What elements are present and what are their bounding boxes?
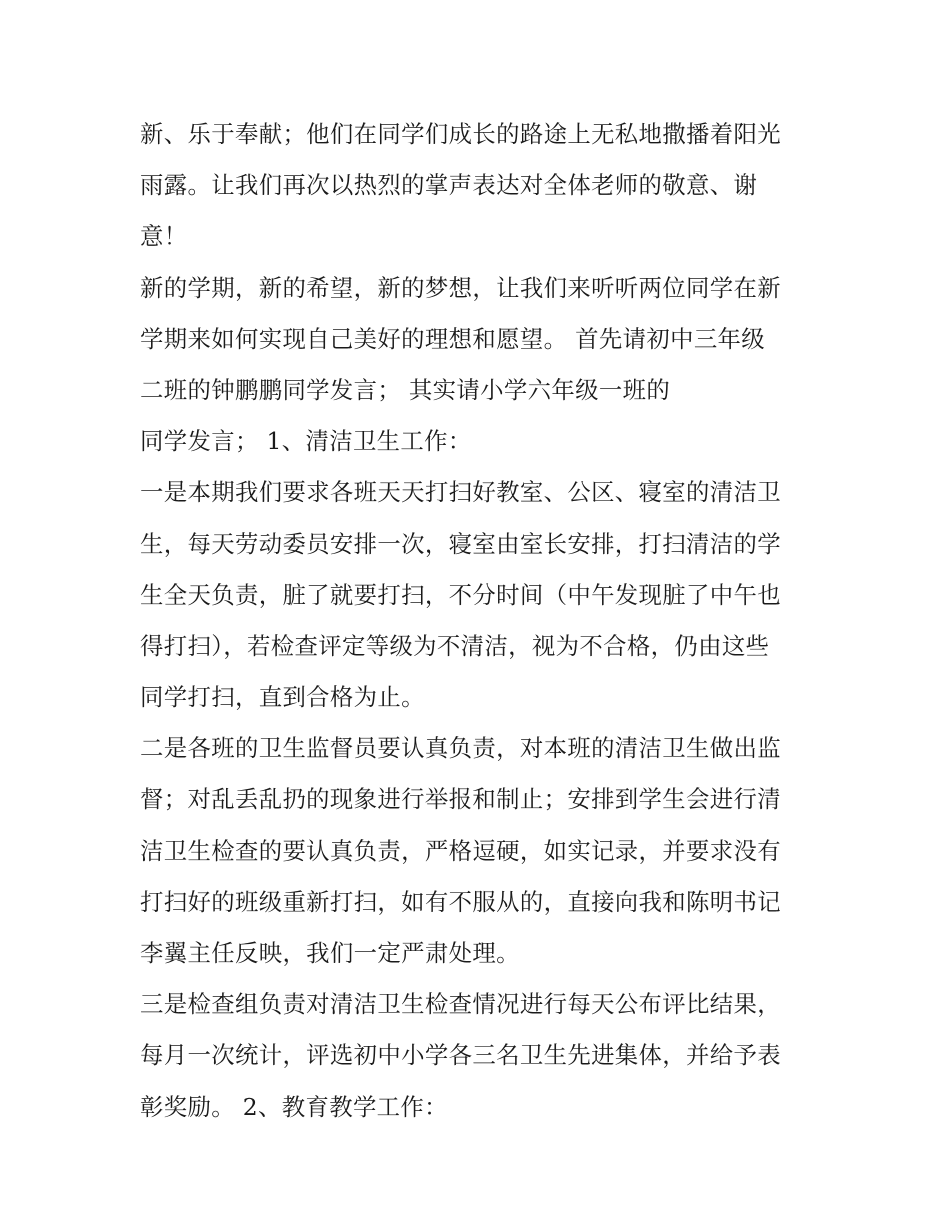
text-line: 新、乐于奉献；他们在同学们成长的路途上无私地撒播着阳光 bbox=[140, 120, 781, 148]
text-line: 李翼主任反映，我们一定严肃处理。 bbox=[140, 939, 520, 967]
text-line: 得打扫），若检查评定等级为不清洁，视为不合格，仍由这些 bbox=[140, 631, 770, 660]
text-line: 意！ bbox=[140, 222, 188, 251]
text-line: 督；对乱丢乱扔的现象进行举报和制止；安排到学生会进行清 bbox=[140, 785, 781, 814]
document-body bbox=[140, 109, 820, 1133]
text-line: 一是本期我们要求各班天天打扫好教室、公区、寝室的清洁卫 bbox=[140, 478, 781, 507]
text-line: 生全天负责，脏了就要打扫，不分时间（中午发现脏了中午也 bbox=[140, 580, 781, 609]
text-line: 同学打扫，直到合格为止。 bbox=[140, 683, 425, 712]
text-line: 洁卫生检查的要认真负责，严格逗硬，如实记录，并要求没有 bbox=[140, 836, 781, 865]
text-line: 打扫好的班级重新打扫，如有不服从的，直接向我和陈明书记 bbox=[140, 887, 781, 916]
text-line: 彰奖励。 2、教育教学工作： bbox=[140, 1092, 448, 1121]
text-line: 生，每天劳动委员安排一次，寝室由室长安排，打扫清洁的学 bbox=[140, 529, 781, 558]
text-line: 同学发言； 1、清洁卫生工作： bbox=[140, 427, 472, 456]
text-line: 雨露。让我们再次以热烈的掌声表达对全体老师的敬意、谢 bbox=[140, 171, 758, 200]
text-line: 新的学期，新的希望，新的梦想，让我们来听听两位同学在新 bbox=[140, 273, 781, 302]
text-line: 三是检查组负责对清洁卫生检查情况进行每天公布评比结果， bbox=[140, 990, 781, 1019]
text-line: 学期来如何实现自己美好的理想和愿望。 首先请初中三年级 bbox=[140, 324, 766, 353]
text-line: 每月一次统计，评选初中小学各三名卫生先进集体，并给予表 bbox=[140, 1041, 781, 1070]
text-line: 二是各班的卫生监督员要认真负责，对本班的清洁卫生做出监 bbox=[140, 734, 781, 763]
text-line: 二班的钟鹏鹏同学发言； 其实请小学六年级一班的 bbox=[140, 375, 671, 404]
